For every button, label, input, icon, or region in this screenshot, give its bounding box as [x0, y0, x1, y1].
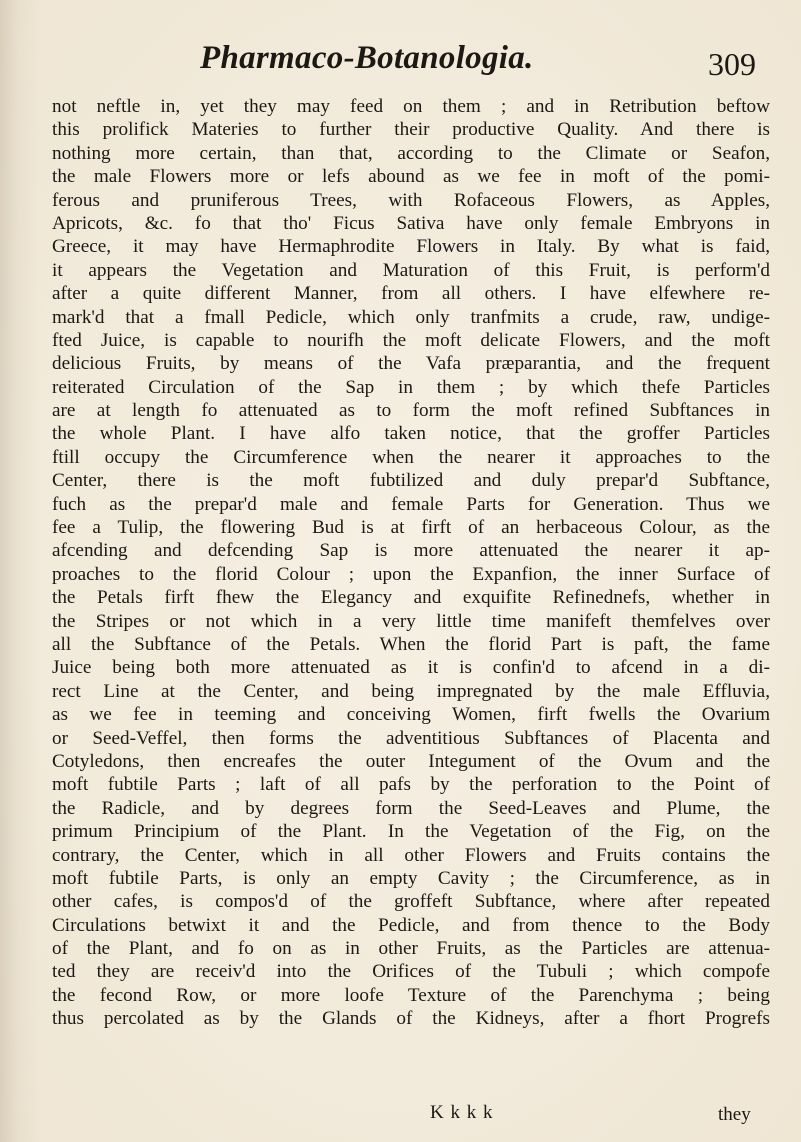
text-line: mark'd that a fmall Pedicle, which only tranfmits a crude, raw, undige-	[52, 306, 770, 328]
text-line: it appears the Vegetation and Maturation of this Fruit, is perform'd	[52, 259, 770, 281]
text-line: thus percolated as by the Glands of the Kidneys, after a fhort Progrefs	[52, 1008, 770, 1030]
text-line: the Radicle, and by degrees form the Seed-Leaves and Plume, the	[52, 797, 770, 819]
text-line: of the Plant, and fo on as in other Fruits, as the Particles are attenua-	[52, 938, 770, 960]
text-line: Greece, it may have Hermaphrodite Flowers in Italy. By what is faid,	[52, 236, 770, 258]
text-line: contrary, the Center, which in all other Flowers and Fruits contains the	[52, 844, 770, 866]
text-line: moft fubtile Parts ; laft of all pafs by the perforation to the Point of	[52, 774, 770, 796]
text-line: ted they are receiv'd into the Orifices of the Tubuli ; which compofe	[52, 961, 770, 983]
text-line: the male Flowers more or lefs abound as we fee in moft of the pomi-	[52, 166, 770, 188]
text-line: are at length fo attenuated as to form the moft refined Subftances in	[52, 400, 770, 422]
text-line: or Seed-Veffel, then forms the adventitious Subftances of Placenta and	[52, 727, 770, 749]
page-number: 309	[708, 46, 756, 82]
catchword: they	[718, 1104, 751, 1125]
text-line: the whole Plant. I have alfo taken notice, that the groffer Particles	[52, 423, 770, 445]
text-line: the fecond Row, or more loofe Texture of the Parenchyma ; being	[52, 984, 770, 1006]
text-line: ftill occupy the Circumference when the nearer it approaches to the	[52, 446, 770, 468]
text-line: primum Principium of the Plant. In the Vegetation of the Fig, on the	[52, 821, 770, 843]
text-line: afcending and defcending Sap is more attenuated the nearer it ap-	[52, 540, 770, 562]
page-header	[0, 38, 801, 94]
body-text	[52, 95, 770, 1031]
text-line: Juice being both more attenuated as it is confin'd to afcend in a di-	[52, 657, 770, 679]
text-line: nothing more certain, than that, according to the Climate or Seafon,	[52, 142, 770, 164]
text-line: as we fee in teeming and conceiving Women, firft fwells the Ovarium	[52, 704, 770, 726]
text-line: Apricots, &c. fo that tho' Ficus Sativa have only female Embryons in	[52, 212, 770, 234]
text-line: rect Line at the Center, and being impregnated by the male Effluvia,	[52, 680, 770, 702]
text-line: not neftle in, yet they may feed on them ; and in Retribution beftow	[52, 96, 770, 117]
text-line: Circulations betwixt it and the Pedicle, and from thence to the Body	[52, 914, 770, 936]
text-line: proaches to the florid Colour ; upon the Expanfion, the inner Surface of	[52, 563, 770, 585]
running-head: Pharmaco-Botanologia.	[200, 40, 534, 76]
text-line: delicious Fruits, by means of the Vafa præparantia, and the frequent	[52, 353, 770, 375]
text-line: this prolifick Materies to further their productive Quality. And there is	[52, 119, 770, 141]
text-line: other cafes, is compos'd of the groffeft Subftance, where after repeated	[52, 891, 770, 913]
signature-mark: K k k k	[430, 1102, 494, 1123]
text-line: Center, there is the moft fubtilized and duly prepar'd Subftance,	[52, 470, 770, 492]
text-line: fted Juice, is capable to nourifh the moft delicate Flowers, and the moft	[52, 329, 770, 351]
text-line: all the Subftance of the Petals. When the florid Part is paft, the fame	[52, 633, 770, 655]
text-line: ferous and pruniferous Trees, with Rofaceous Flowers, as Apples,	[52, 189, 770, 211]
text-line: moft fubtile Parts, is only an empty Cavity ; the Circumference, as in	[52, 867, 770, 889]
text-line: reiterated Circulation of the Sap in them ; by which thefe Particles	[52, 376, 770, 398]
text-line: fuch as the prepar'd male and female Parts for Generation. Thus we	[52, 493, 770, 515]
text-line: after a quite different Manner, from all others. I have elfewhere re-	[52, 283, 770, 305]
text-line: fee a Tulip, the flowering Bud is at firft of an herbaceous Colour, as the	[52, 517, 770, 539]
text-line: the Petals firft fhew the Elegancy and exquifite Refinednefs, whether in	[52, 587, 770, 609]
text-line: the Stripes or not which in a very little time manifeft themfelves over	[52, 610, 770, 632]
text-line: Cotyledons, then encreafes the outer Integument of the Ovum and the	[52, 750, 770, 772]
